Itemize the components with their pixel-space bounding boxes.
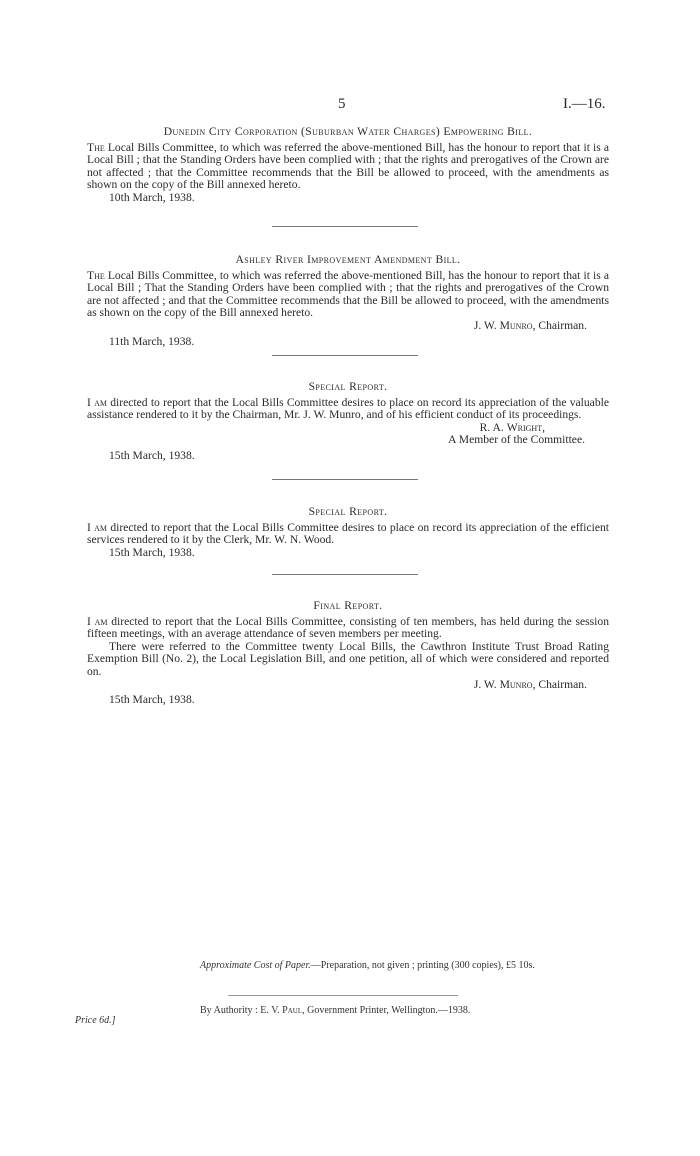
signature-role: , Chairman. <box>532 677 587 691</box>
signature-role: , <box>542 420 545 434</box>
section-date: 15th March, 1938. <box>109 693 195 707</box>
body-text: Local Bills Committee, to which was referred the above-mentioned Bill, has the honour to report that it is a Local Bill ; That the Standing Orders have been complied with ; that the rights and prerogatives of the Crown are not affected ; and that the Committee recommends that the Bill be allowed to proceed, with the amendments as shown on the copy of the Bill annexed hereto. <box>87 268 609 320</box>
signature-surname: Munro <box>499 677 533 691</box>
section-date: 10th March, 1938. <box>109 190 195 204</box>
signature <box>87 679 609 692</box>
section-special-report-chairman <box>87 381 609 463</box>
section-title: Ashley River Improvement Amendment Bill. <box>235 253 461 266</box>
printer-authority <box>200 1005 470 1016</box>
lead-word: I am <box>87 614 108 628</box>
section-title: Special Report. <box>308 505 388 518</box>
signature-initials: J. W. <box>473 318 500 332</box>
signature-line2: A Member of the Committee. <box>448 433 585 447</box>
printing-cost-note <box>200 960 535 971</box>
document-reference: I.—16. <box>563 96 606 112</box>
cost-label: Approximate Cost of Paper. <box>200 960 311 971</box>
divider <box>272 355 418 356</box>
section-title: Dunedin City Corporation (Suburban Water Charges) Empowering Bill. <box>163 125 533 138</box>
signature-role: , Chairman. <box>532 318 587 332</box>
section-body <box>87 522 609 547</box>
body-text: directed to report that the Local Bills Committee desires to place on record its appreciation of the valuable assistance rendered to it by the Chairman, Mr. J. W. Munro, and of his efficient conduct of its proceedings. <box>87 395 609 422</box>
body-text: directed to report that the Local Bills Committee desires to place on record its appreciation of the efficient services rendered to it by the Clerk, Mr. W. N. Wood. <box>87 520 609 547</box>
section-body <box>87 397 609 422</box>
lead-word: The <box>87 268 105 282</box>
signature-surname: Munro <box>499 318 533 332</box>
section-title: Special Report. <box>308 380 388 393</box>
divider <box>272 574 418 575</box>
section-date: 15th March, 1938. <box>109 545 195 559</box>
signature-initials: R. A. <box>479 420 507 434</box>
lead-word: The <box>87 140 105 154</box>
authority-suffix: , Government Printer, Wellington.—1938. <box>302 1005 471 1016</box>
footer-divider <box>228 995 458 996</box>
section-body <box>87 142 609 192</box>
signature-initials: J. W. <box>473 677 500 691</box>
signature <box>87 320 609 333</box>
lead-word: I am <box>87 395 107 409</box>
page-number: 5 <box>338 96 346 112</box>
price: Price 6d.] <box>75 1015 116 1026</box>
divider <box>272 479 418 480</box>
divider <box>272 226 418 227</box>
section-body <box>87 616 609 641</box>
cost-text: —Preparation, not given ; printing (300 copies), £5 10s. <box>310 960 535 971</box>
section-title: Final Report. <box>313 599 383 612</box>
section-body <box>87 270 609 320</box>
body-text: Local Bills Committee, to which was referred the above-mentioned Bill, has the honour to report that it is a Local Bill ; that the Standing Orders have been complied with ; that the rights and prerogatives of the Crown are not affected ; that the Committee recommends that the Bill be allowed to proceed, with the amendments as shown on the copy of the Bill annexed hereto. <box>87 140 609 192</box>
body-text: directed to report that the Local Bills Committee, consisting of ten members, has held during the session fifteen meetings, with an average attendance of seven members per meeting. <box>87 614 609 641</box>
section-ashley-bill <box>87 254 609 348</box>
section-body-2: There were referred to the Committee twenty Local Bills, the Cawthron Institute Trust Broad Rating Exemption Bill (No. 2), the Local Legislation Bill, and one petition, all of which were considered and reported on. <box>87 639 609 678</box>
section-dunedin-bill <box>87 126 609 205</box>
authority-prefix: By Authority : E. V. <box>200 1005 283 1016</box>
lead-word: I am <box>87 520 108 534</box>
signature-surname: Wright <box>506 420 543 434</box>
section-date: 11th March, 1938. <box>109 334 195 348</box>
section-final-report <box>87 600 609 707</box>
section-special-report-clerk <box>87 506 609 559</box>
section-date: 15th March, 1938. <box>109 448 195 462</box>
authority-name: Paul <box>282 1005 303 1016</box>
